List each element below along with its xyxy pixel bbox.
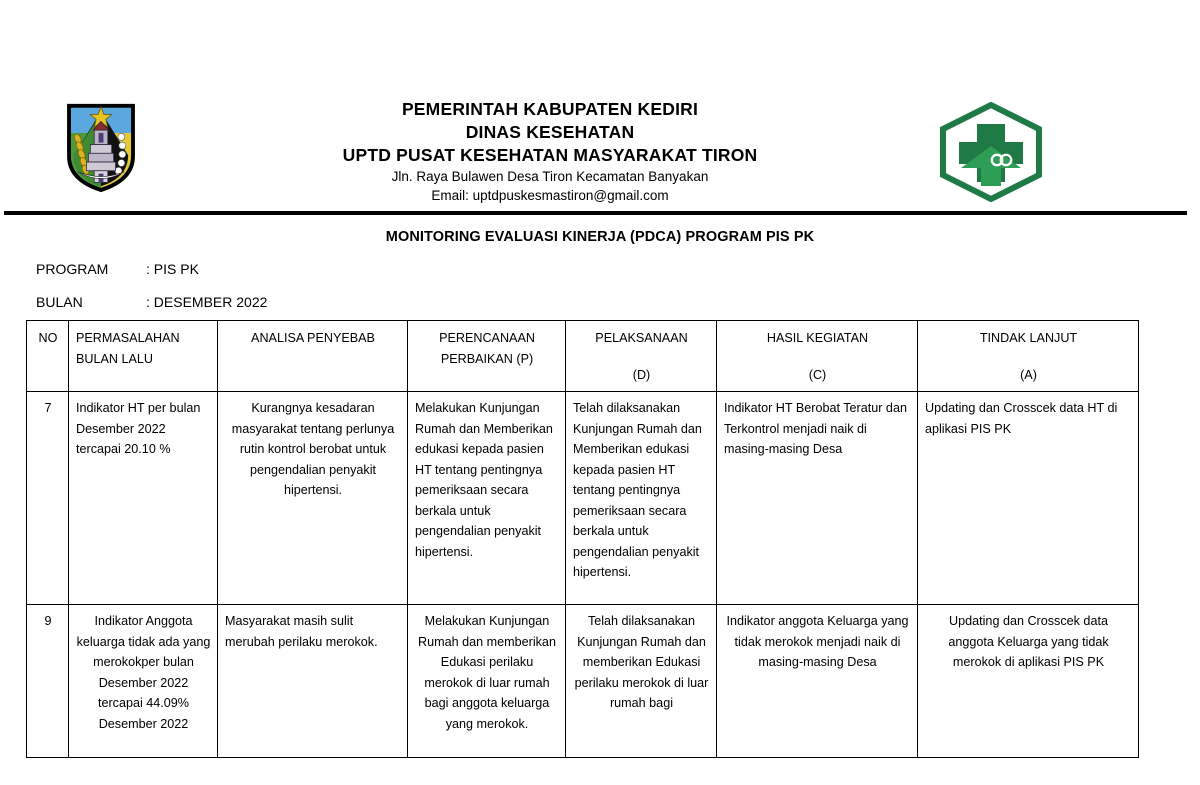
cell-pelaksanaan: Telah dilaksanakan Kunjungan Rumah dan Memberikan edukasi kepada pasien HT tentang pentingnya pemeriksaan secara berkala untuk pengendalian penyakit hipertensi. — [566, 392, 717, 605]
column-header-permasalahan-main: PERMASALAHAN — [76, 331, 180, 345]
meta-row-program — [36, 261, 267, 294]
column-header-perencanaan — [408, 321, 566, 392]
column-header-hasil-sub: (C) — [808, 367, 827, 382]
column-header-pelaksanaan — [566, 321, 717, 392]
cell-tindak-lanjut: Updating dan Crosscek data anggota Keluarga yang tidak merokok di aplikasi PIS PK — [918, 605, 1139, 758]
table-row — [27, 392, 1139, 605]
puskesmas-green-cross-logo — [935, 102, 1047, 202]
cell-perencanaan: Melakukan Kunjungan Rumah dan Memberikan edukasi kepada pasien HT tentang pentingnya pemeriksaan secara berkala untuk pengendalian penyakit hipertensi. — [408, 392, 566, 605]
column-header-permasalahan — [69, 321, 218, 392]
cell-permasalahan: Indikator HT per bulan Desember 2022 tercapai 20.10 % — [69, 392, 218, 605]
column-header-pelaksanaan-main: PELAKSANAAN — [595, 331, 688, 345]
meta-value-bulan: : DESEMBER 2022 — [146, 294, 268, 310]
column-header-permasalahan-sub: BULAN LALU — [76, 351, 153, 366]
cell-analisa-penyebab: Kurangnya kesadaran masyarakat tentang perlunya rutin kontrol berobat untuk pengendalian penyakit hipertensi. — [218, 392, 408, 605]
cell-tindak-lanjut: Updating dan Crosscek data HT di aplikasi PIS PK — [918, 392, 1139, 605]
cell-analisa-penyebab: Masyarakat masih sulit merubah perilaku merokok. — [218, 605, 408, 758]
letterhead-line-2: DINAS KESEHATAN — [465, 122, 635, 142]
meta-label-program: PROGRAM — [36, 261, 109, 277]
column-header-analisa-main: ANALISA PENYEBAB — [251, 331, 375, 345]
table-header-row — [27, 321, 1139, 392]
letterhead — [0, 92, 1200, 212]
pdca-table-container — [26, 320, 1138, 758]
column-header-perencanaan-main: PERENCANAAN — [439, 331, 535, 345]
letterhead-address: Jln. Raya Bulawen Desa Tiron Kecamatan Banyakan — [391, 169, 709, 184]
page-title: MONITORING EVALUASI KINERJA (PDCA) PROGRAM PIS PK — [385, 229, 815, 245]
letterhead-divider-rule — [4, 211, 1187, 215]
cell-no: 7 — [27, 392, 69, 605]
column-header-no — [27, 321, 69, 392]
column-header-tindak-lanjut — [918, 321, 1139, 392]
cell-pelaksanaan: Telah dilaksanakan Kunjungan Rumah dan memberikan Edukasi perilaku merokok di luar rumah bagi — [566, 605, 717, 758]
cell-perencanaan: Melakukan Kunjungan Rumah dan memberikan Edukasi perilaku merokok di luar rumah bagi anggota keluarga yang merokok. — [408, 605, 566, 758]
column-header-hasil-kegiatan — [717, 321, 918, 392]
cell-permasalahan: Indikator Anggota keluarga tidak ada yang merokokper bulan Desember 2022 tercapai 44.09% Desember 2022 — [69, 605, 218, 758]
column-header-hasil-main: HASIL KEGIATAN — [766, 331, 869, 345]
letterhead-line-1: PEMERINTAH KABUPATEN KEDIRI — [401, 99, 699, 119]
cell-no: 9 — [27, 605, 69, 758]
letterhead-email: Email: uptdpuskesmastiron@gmail.com — [431, 188, 669, 203]
meta-label-bulan: BULAN — [36, 294, 83, 310]
cell-hasil-kegiatan: Indikator HT Berobat Teratur dan Terkontrol menjadi naik di masing-masing Desa — [717, 392, 918, 605]
pdca-table — [26, 320, 1139, 758]
meta-value-program: : PIS PK — [146, 261, 199, 277]
letterhead-text — [180, 98, 920, 205]
column-header-no-main: NO — [38, 331, 58, 345]
table-row — [27, 605, 1139, 758]
column-header-perencanaan-sub: PERBAIKAN (P) — [440, 351, 534, 366]
letterhead-line-3: UPTD PUSAT KESEHATAN MASYARAKAT TIRON — [342, 145, 758, 165]
column-header-tindak-sub: (A) — [1020, 367, 1037, 382]
column-header-tindak-main: TINDAK LANJUT — [979, 331, 1078, 345]
kediri-regency-coat-of-arms — [62, 100, 140, 195]
column-header-pelaksanaan-sub: (D) — [632, 367, 651, 382]
cell-hasil-kegiatan: Indikator anggota Keluarga yang tidak merokok menjadi naik di masing-masing Desa — [717, 605, 918, 758]
document-meta — [36, 261, 267, 327]
column-header-analisa-penyebab — [218, 321, 408, 392]
